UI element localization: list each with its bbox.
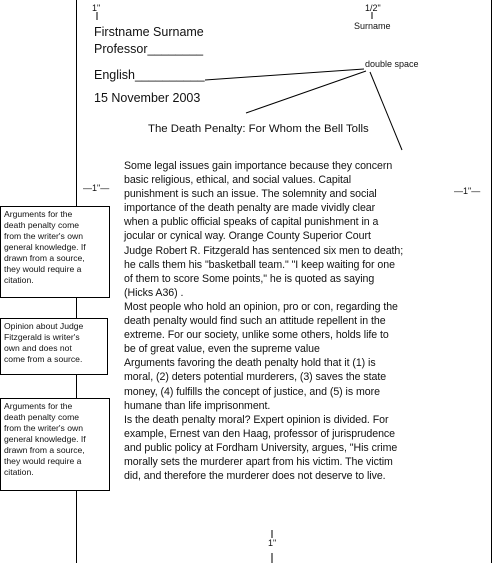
essay-body [124,159,479,483]
body-line: extreme. For our society, unlike some others, holds life to [124,329,389,342]
running-head: Surname [354,21,391,31]
body-line: moral, (2) deters potential murderers, (3) saves the state [124,371,387,384]
body-line: when a public official speaks of capital punishment in a [124,216,379,229]
body-line: death penalty would find such an attitude repellent in the [124,315,386,328]
header-margin-label: 1/2" [365,3,381,13]
double-space-pointer-3 [370,72,402,150]
body-line: Judge Robert R. Fitzgerald has sentenced six men to death; [124,244,404,257]
double-space-annotation: double space [365,59,419,69]
double-space-pointer-2 [246,71,366,113]
body-line: Most people who hold an opinion, pro or con, regarding the [124,300,398,313]
course-line: English__________ [94,68,205,82]
body-line: morally sets the murderer apart from his victim. The victim [124,455,393,468]
body-line: money, (4) fulfills the concept of justice, and (5) is more [124,385,380,398]
body-line: basic religious, ethical, and social values. Capital [124,174,352,187]
body-line: and public policy at Fordham University, argues, "His crime [124,441,398,454]
date-line: 15 November 2003 [94,91,201,105]
left-margin-label: —1"— [83,183,110,193]
essay-title: The Death Penalty: For Whom the Bell Tolls [148,123,369,135]
body-line: Some legal issues gain importance because they concern [124,160,393,172]
right-margin-label: —1"— [454,186,481,196]
body-line: he calls them his "basketball team." "I keep waiting for one [124,258,395,271]
bottom-margin-label: 1" [268,538,277,548]
side-note-arguments-2: Arguments for the death penalty come from the writer's own general knowledge. If drawn from a source, they would require a citation. [0,398,110,491]
double-space-pointer-1 [205,69,364,80]
body-line: be of great value, even the supreme value [124,343,320,356]
body-line: did, and therefore the murderer does not deserve to live. [124,470,386,483]
body-line: jocular or cynical way. Orange County Superior Court [124,230,371,243]
body-line: of them to score Some points," he is quoted as saying [124,272,375,285]
side-note-arguments-1: Arguments for the death penalty come from the writer's own general knowledge. If drawn from a source, they would require a citation. [0,206,110,298]
professor-line: Professor________ [94,42,204,56]
body-line: importance of the death penalty are made vividly clear [124,202,376,215]
author-name: Firstname Surname [94,25,204,39]
side-note-opinion: Opinion about Judge Fitzgerald is writer's own and does not come from a source. [0,318,108,375]
body-line: Arguments favoring the death penalty hold that it (1) is [124,357,376,370]
body-line: example, Ernest van den Haag, professor of jurisprudence [124,427,396,440]
top-margin-label: 1" [92,3,101,13]
body-line: punishment is such an issue. The solemnity and social [124,188,377,201]
body-line: humane than life imprisonment. [124,399,271,412]
body-line: (Hicks A36) . [124,286,184,299]
body-line: Is the death penalty moral? Expert opinion is divided. For [124,413,389,426]
